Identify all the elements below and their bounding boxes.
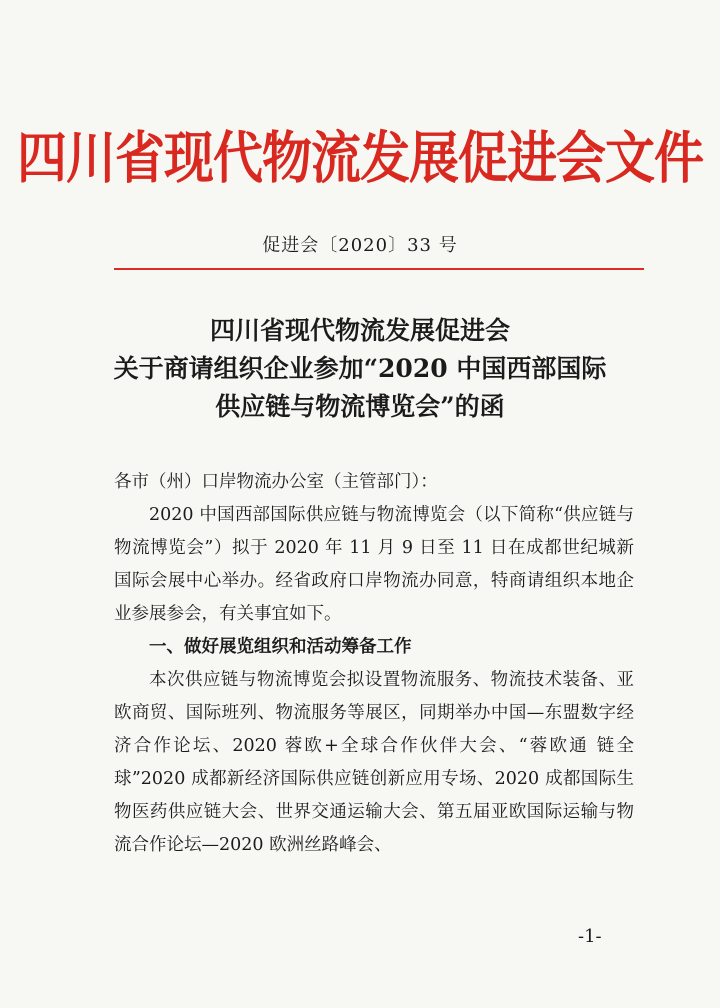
- document-number: 促进会〔2020〕33 号: [262, 235, 458, 256]
- subject-line-3: 供应链与物流博览会”的函: [215, 392, 505, 421]
- letter-subject: [0, 312, 720, 426]
- subject-line-2: 关于商请组织企业参加“2020 中国西部国际: [113, 354, 607, 383]
- page-number: -1-: [578, 926, 602, 947]
- addressee-line: 各市（州）口岸物流办公室（主管部门）：: [114, 472, 438, 492]
- subject-line-1: 四川省现代物流发展促进会: [209, 316, 510, 345]
- letter-body: [114, 466, 634, 862]
- red-separator-line: [114, 268, 644, 270]
- body-paragraph-intro: 2020 中国西部国际供应链与物流博览会（以下简称“供应链与物流博览会”）拟于 2020 年 11 月 9 日至 11 日在成都世纪城新国际会展中心举办。经省政府口岸物流办同意，特商请组织本地企业参展参会，有关事宜如下。: [114, 505, 634, 624]
- section-heading-1: 一、做好展览组织和活动筹备工作: [149, 637, 412, 657]
- body-paragraph-exhibition: 本次供应链与物流博览会拟设置物流服务、物流技术装备、亚欧商贸、国际班列、物流服务等展区，同期举办中国—东盟数字经济合作论坛、2020 蓉欧+全球合作伙伴大会、“蓉欧通 链全球”2020 成都新经济国际供应链创新应用专场、2020 成都国际生物医药供应链大会、世界交通运输大会、第五届亚欧国际运输与物流合作论坛—2020 欧洲丝路峰会、: [114, 670, 634, 855]
- document-red-header-title: 四川省现代物流发展促进会文件: [17, 126, 703, 191]
